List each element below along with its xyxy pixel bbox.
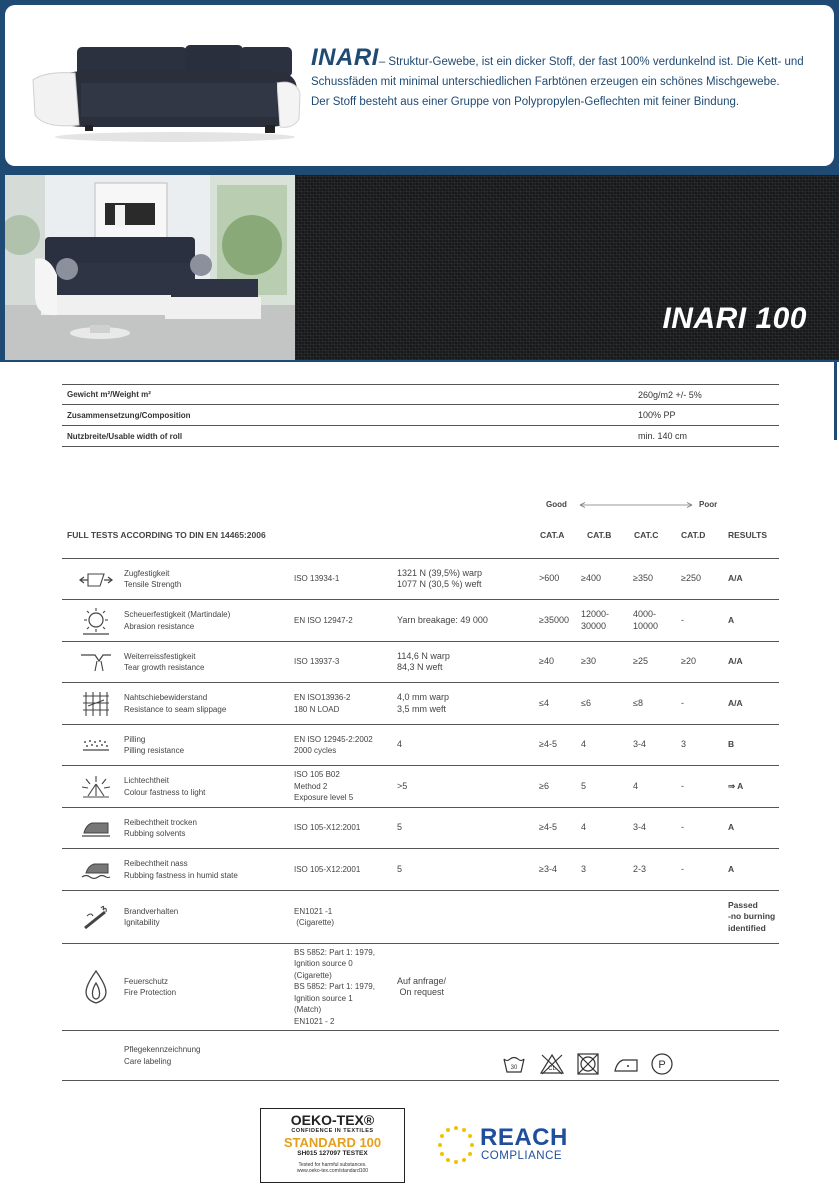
- table-row: [62, 725, 779, 766]
- cat-b-value: [581, 849, 627, 890]
- test-name-de: Pilling: [124, 734, 146, 744]
- test-standard: [294, 891, 394, 943]
- cat-b-value: [581, 891, 627, 943]
- cat-a-value: [539, 849, 585, 890]
- test-name: [124, 808, 284, 848]
- cat-d-value: [681, 766, 711, 807]
- test-standard-line: Ignition source 1: [294, 993, 353, 1003]
- cat-a-value-text: ≥40: [539, 656, 554, 667]
- cat-a-value: [539, 725, 585, 765]
- cat-c-value: [633, 891, 679, 943]
- reach-subtitle: COMPLIANCE: [481, 1150, 563, 1162]
- test-standard-line: ISO 105-X12:2001: [294, 823, 361, 833]
- spec-value: 260g/m2 +/- 5%: [638, 389, 702, 400]
- test-standard: [294, 559, 394, 599]
- header-cat-d: CAT.D: [681, 530, 706, 540]
- result-value-text: A/A: [728, 656, 743, 667]
- test-value: [397, 891, 537, 943]
- result-value: [728, 766, 788, 807]
- cat-b-value: [581, 600, 627, 641]
- test-value-line: 4: [397, 739, 403, 750]
- cat-c-value: [633, 683, 679, 724]
- result-value: [728, 600, 788, 641]
- test-standard: [294, 1031, 394, 1080]
- sofa-product-image: [25, 35, 305, 145]
- cat-b-value-text: ≤6: [581, 697, 591, 708]
- result-value-text: A: [728, 822, 735, 833]
- cat-b-value: [581, 725, 627, 765]
- seam-grid-icon: [76, 683, 116, 724]
- test-name-en: Tear growth resistance: [124, 663, 205, 672]
- eu-stars-icon: [436, 1124, 476, 1168]
- result-value: [728, 1031, 788, 1080]
- cat-a-value-text: ≥6: [539, 780, 549, 791]
- tear-icon: [76, 642, 116, 682]
- cat-d-value-text: ≥250: [681, 573, 701, 584]
- result-value-text: ⇒ A: [728, 780, 744, 791]
- test-name: [124, 891, 284, 943]
- cat-c-value: [633, 766, 679, 807]
- cat-d-value: [681, 600, 711, 641]
- test-name-de: Nahtschiebewiderstand: [124, 693, 208, 702]
- tests-table: [62, 559, 779, 1081]
- header-card: [5, 5, 834, 166]
- test-standard-line: (Cigarette): [294, 970, 332, 980]
- test-value: [397, 808, 537, 848]
- test-name-de: Weiterreissfestigkeit: [124, 651, 196, 661]
- light-icon: [76, 766, 116, 807]
- oeko-cert-number: SH015 127097 TESTEX: [297, 1150, 368, 1157]
- test-value: [397, 600, 537, 641]
- svg-text:30: 30: [510, 1065, 518, 1071]
- test-value: [397, 944, 537, 1030]
- cat-b-value: [581, 642, 627, 682]
- cat-c-value: [633, 849, 679, 890]
- test-name: [124, 600, 284, 641]
- description-line-3: Der Stoff besteht aus einer Gruppe von Polypropylen-Geflechten mit feiner Bindung.: [311, 96, 740, 108]
- test-name-de: Reibechtheit nass: [124, 859, 188, 868]
- spec-label: Zusammensetzung/Composition: [67, 410, 191, 420]
- oeko-title: OEKO-TEX®: [290, 1112, 375, 1128]
- test-value-line: 1077 N (30,5 %) weft: [397, 579, 482, 589]
- test-standard-line: ISO 105 B02: [294, 770, 340, 780]
- cat-b-value-text: 12000- 30000: [581, 609, 610, 631]
- cat-b-value: [581, 683, 627, 724]
- test-value-line: 84,3 N weft: [397, 662, 443, 672]
- cat-d-value: [681, 683, 711, 724]
- dry-clean-p-icon: [650, 1052, 674, 1076]
- test-value-line: Auf anfrage/: [397, 975, 447, 986]
- cat-c-value: [633, 559, 679, 599]
- test-value-line: On request: [397, 987, 445, 997]
- test-standard-line: Ignition source 0: [294, 959, 353, 969]
- result-value: [728, 683, 788, 724]
- cat-c-value-text: ≥350: [633, 573, 653, 584]
- spec-label: Gewicht m²/Weight m²: [67, 390, 151, 399]
- cat-a-value-text: ≥4-5: [539, 739, 557, 750]
- result-value: [728, 891, 788, 943]
- test-name: [124, 944, 284, 1030]
- test-standard: [294, 725, 394, 765]
- result-value-text: A/A: [728, 697, 743, 708]
- quality-scale: [546, 498, 746, 512]
- test-name-en: Ignitability: [124, 918, 160, 927]
- oeko-standard: STANDARD 100: [283, 1135, 382, 1150]
- cat-d-value-text: -: [681, 697, 684, 708]
- cigarette-icon: [76, 891, 116, 943]
- test-value-line: 1321 N (39,5%) warp: [397, 567, 483, 578]
- cat-c-value: [633, 808, 679, 848]
- result-value-text: Passed -no burning identified: [728, 899, 776, 933]
- tests-title: FULL TESTS ACCORDING TO DIN EN 14465:2006: [67, 530, 266, 540]
- test-value: [397, 559, 537, 599]
- test-value: [397, 849, 537, 890]
- cat-b-value: [581, 944, 627, 1030]
- table-row: [62, 944, 779, 1031]
- test-value-line: 5: [397, 863, 403, 874]
- test-name: [124, 642, 284, 682]
- fabric-description: [311, 44, 811, 112]
- svg-text:CL: CL: [548, 1066, 556, 1072]
- result-value: [728, 808, 788, 848]
- flame-icon: [76, 944, 116, 1030]
- test-name-de: Zugfestigkeit: [124, 568, 170, 578]
- test-standard: [294, 766, 394, 807]
- table-row: [62, 600, 779, 642]
- cat-d-value: [681, 725, 711, 765]
- cat-c-value: [633, 600, 679, 641]
- test-standard-line: EN1021 - 2: [294, 1016, 335, 1026]
- result-value: [728, 642, 788, 682]
- result-value: [728, 725, 788, 765]
- wash-30-icon: [502, 1052, 526, 1076]
- test-name-de: Reibechtheit trocken: [124, 817, 197, 827]
- test-value-line: >5: [397, 780, 408, 791]
- cat-a-value: [539, 891, 585, 943]
- test-value: [397, 766, 537, 807]
- cat-b-value-text: 5: [581, 780, 587, 791]
- description-line-2: Schussfäden mit minimal unterschiedlichen Farbtönen erzeugen ein schönes Mischgewebe.: [311, 76, 780, 88]
- test-name-en: Care labeling: [124, 1056, 172, 1066]
- test-name-en: Abrasion resistance: [124, 621, 195, 631]
- pilling-icon: [76, 725, 116, 765]
- test-value-line: Yarn breakage: 49 000: [397, 614, 488, 625]
- test-name-en: Fire Protection: [124, 988, 177, 997]
- cat-a-value: [539, 683, 585, 724]
- cat-a-value: [539, 808, 585, 848]
- oeko-url: www.oeko-tex.com/standard100: [296, 1168, 369, 1174]
- table-row: [62, 766, 779, 808]
- cat-b-value: [581, 808, 627, 848]
- cat-b-value-text: 4: [581, 739, 587, 750]
- cat-c-value-text: ≤8: [633, 697, 643, 708]
- scale-good-label: Good: [546, 500, 567, 509]
- test-standard: [294, 849, 394, 890]
- cat-c-value-text: 3-4: [633, 739, 647, 750]
- test-standard-line: ISO 105-X12:2001: [294, 864, 361, 874]
- test-standard-line: EN ISO 12947-2: [294, 615, 353, 625]
- cat-d-value-text: ≥20: [681, 656, 696, 667]
- test-standard-line: EN ISO13936-2: [294, 693, 351, 702]
- test-name-en: Colour fastness to light: [124, 787, 206, 797]
- test-value-line: 4,0 mm warp: [397, 692, 450, 702]
- cat-c-value: [633, 725, 679, 765]
- table-row: [62, 808, 779, 849]
- oeko-note: Tested for harmful substances.: [298, 1162, 367, 1168]
- test-standard-line: 2000 cycles: [294, 746, 337, 755]
- test-standard-line: (Match): [294, 1005, 322, 1015]
- test-name-de: Brandverhalten: [124, 906, 179, 916]
- test-name-en: Rubbing fastness in humid state: [124, 870, 238, 880]
- test-standard: [294, 808, 394, 848]
- test-standard-line: BS 5852: Part 1: 1979,: [294, 982, 375, 992]
- tests-header: [62, 522, 779, 559]
- cat-c-value-text: 3-4: [633, 822, 647, 833]
- cat-d-value: [681, 849, 711, 890]
- cat-b-value-text: ≥30: [581, 656, 596, 667]
- cat-a-value: [539, 944, 585, 1030]
- cat-d-value-text: -: [681, 780, 684, 791]
- fabric-title: INARI 100: [662, 302, 807, 335]
- test-value: [397, 642, 537, 682]
- iron-wet-icon: [76, 849, 116, 890]
- header-results: RESULTS: [728, 530, 768, 540]
- cat-b-value: [581, 559, 627, 599]
- result-value: [728, 849, 788, 890]
- test-standard: [294, 642, 394, 682]
- result-value: [728, 944, 788, 1030]
- test-name-en: Rubbing solvents: [124, 829, 186, 838]
- table-row: [62, 559, 779, 600]
- test-name: [124, 559, 284, 599]
- result-value-text: A: [728, 863, 735, 874]
- test-name-de: Feuerschutz: [124, 976, 169, 986]
- test-name-en: Pilling resistance: [124, 746, 185, 755]
- spec-value: 100% PP: [638, 410, 676, 420]
- reach-compliance-logo: [436, 1124, 586, 1168]
- cat-a-value-text: ≤4: [539, 697, 549, 708]
- test-name-en: Resistance to seam slippage: [124, 704, 227, 714]
- test-standard: [294, 944, 394, 1030]
- test-standard-line: EN1021 -1: [294, 906, 333, 916]
- cat-d-value: [681, 1031, 711, 1080]
- spec-row-composition: [62, 405, 779, 426]
- cat-b-value-text: 3: [581, 863, 587, 874]
- test-name: [124, 1031, 284, 1080]
- table-row: [62, 891, 779, 944]
- spec-row-weight: [62, 384, 779, 405]
- cat-a-value-text: ≥35000: [539, 614, 569, 625]
- scale-poor-label: Poor: [699, 500, 718, 509]
- test-standard-line: EN ISO 12945-2:2002: [294, 734, 373, 744]
- oeko-tex-label: [260, 1108, 405, 1183]
- reach-title: REACH: [480, 1124, 568, 1151]
- cat-a-value: [539, 600, 585, 641]
- header-cat-a: CAT.A: [540, 530, 565, 540]
- cat-d-value: [681, 944, 711, 1030]
- cat-c-value-text: 2-3: [633, 863, 647, 874]
- cat-c-value: [633, 642, 679, 682]
- cat-d-value: [681, 891, 711, 943]
- test-standard-line: Exposure level 5: [294, 793, 354, 803]
- test-name-en: Tensile Strength: [124, 580, 182, 589]
- test-standard-line: Method 2: [294, 781, 328, 791]
- header-cat-b: CAT.B: [587, 530, 612, 540]
- test-name: [124, 766, 284, 807]
- cat-d-value-text: -: [681, 822, 684, 833]
- cat-d-value: [681, 642, 711, 682]
- test-name-de: Scheuerfestigkeit (Martindale): [124, 610, 231, 619]
- test-standard-line: (Cigarette): [294, 918, 335, 927]
- spec-label: Nutzbreite/Usable width of roll: [67, 431, 183, 441]
- test-value: [397, 683, 537, 724]
- spec-table: [62, 384, 779, 447]
- icon-empty: [76, 1031, 116, 1080]
- brand-name: INARI: [311, 44, 379, 71]
- test-standard: [294, 683, 394, 724]
- test-name-de: Lichtechtheit: [124, 776, 169, 785]
- cat-b-value-text: 4: [581, 822, 587, 833]
- cat-b-value: [581, 766, 627, 807]
- result-value-text: A/A: [728, 573, 743, 584]
- description-line-1: – Struktur-Gewebe, ist ein dicker Stoff, der fast 100% verdunkelnd ist. Die Kett- und: [378, 56, 804, 68]
- test-standard-line: ISO 13934-1: [294, 574, 340, 584]
- test-name: [124, 725, 284, 765]
- test-standard-line: 180 N LOAD: [294, 704, 340, 714]
- care-icons: [502, 1052, 682, 1078]
- header-cat-c: CAT.C: [634, 530, 659, 540]
- cat-a-value-text: ≥3-4: [539, 863, 557, 874]
- result-value-text: B: [728, 739, 735, 750]
- room-photo: [5, 175, 295, 360]
- cat-a-value-text: ≥4-5: [539, 822, 557, 833]
- test-standard-line: BS 5852: Part 1: 1979,: [294, 947, 375, 957]
- cat-c-value-text: 4: [633, 780, 639, 791]
- cat-b-value-text: ≥400: [581, 573, 601, 584]
- test-value: [397, 725, 537, 765]
- oeko-subtitle: CONFIDENCE IN TEXTILES: [291, 1128, 374, 1134]
- test-value-line: 5: [397, 822, 403, 833]
- cat-a-value: [539, 766, 585, 807]
- cat-d-value: [681, 559, 711, 599]
- table-row: [62, 642, 779, 683]
- cat-a-value-text: >600: [539, 573, 560, 584]
- test-value-line: 114,6 N warp: [397, 650, 450, 661]
- table-row: [62, 683, 779, 725]
- test-name-de: Pflegekennzeichnung: [124, 1045, 201, 1054]
- iron-dry-icon: [76, 808, 116, 848]
- table-row: [62, 849, 779, 891]
- tensile-icon: [76, 559, 116, 599]
- test-name: [124, 849, 284, 890]
- cat-a-value: [539, 559, 585, 599]
- no-tumble-dry-icon: [576, 1052, 600, 1076]
- no-bleach-icon: [539, 1052, 563, 1076]
- cat-d-value-text: -: [681, 614, 684, 625]
- spec-value: min. 140 cm: [638, 431, 688, 441]
- test-name: [124, 683, 284, 724]
- cat-c-value: [633, 944, 679, 1030]
- side-accent-line: [834, 362, 837, 440]
- cat-c-value-text: ≥25: [633, 656, 648, 667]
- test-value-line: 3,5 mm weft: [397, 703, 447, 714]
- abrasion-icon: [76, 600, 116, 641]
- test-standard: [294, 600, 394, 641]
- svg-text:P: P: [658, 1059, 666, 1071]
- fabric-swatch-image: [295, 175, 839, 360]
- cat-c-value-text: 4000- 10000: [633, 609, 659, 631]
- cat-d-value: [681, 808, 711, 848]
- cat-a-value: [539, 642, 585, 682]
- cat-d-value-text: -: [681, 863, 684, 874]
- test-standard-line: ISO 13937-3: [294, 657, 340, 667]
- result-value: [728, 559, 788, 599]
- double-arrow-icon: [576, 498, 696, 512]
- iron-low-icon: [613, 1052, 637, 1076]
- spec-row-width: [62, 426, 779, 447]
- result-value-text: A: [728, 614, 735, 625]
- cat-d-value-text: 3: [681, 739, 687, 750]
- banner: [5, 175, 839, 360]
